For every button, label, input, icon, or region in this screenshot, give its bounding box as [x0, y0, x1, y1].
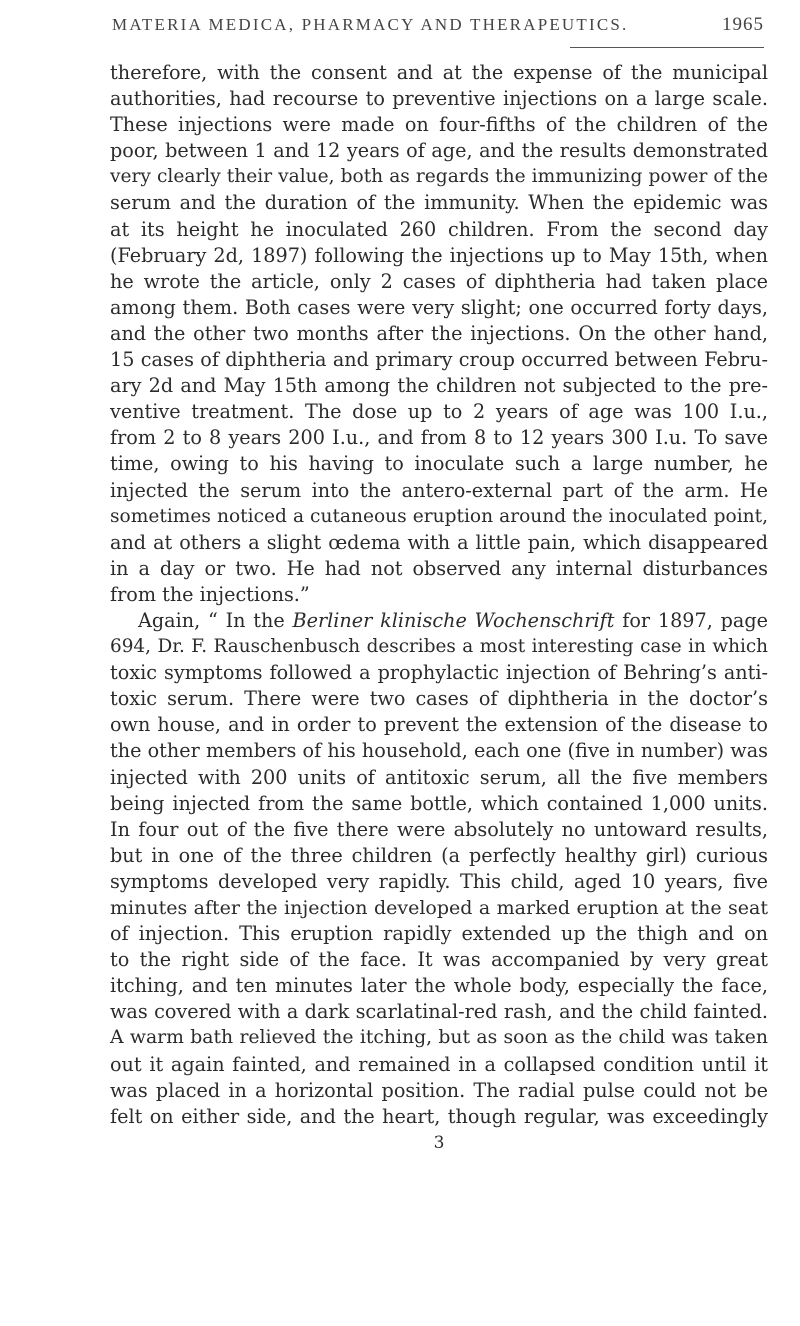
text-line: therefore, with the consent and at the expense of the municipal: [110, 61, 768, 84]
text-line: toxic symptoms followed a prophylactic injection of Behring’s anti-: [110, 661, 768, 685]
text-line: out it again fainted, and remained in a collapsed condition until it: [110, 1052, 768, 1076]
text-line: ary 2d and May 15th among the children not subjected to the pre-: [110, 374, 768, 398]
text-line: poor, between 1 and 12 years of age, and the results demonstrated: [110, 139, 768, 163]
text-line: and at others a slight œdema with a little pain, which disappeared: [110, 530, 768, 554]
text-line: was placed in a horizontal position. The radial pulse could not be: [110, 1078, 768, 1102]
journal-title: Berliner klinische Wochenschrift: [292, 608, 615, 632]
text-line: felt on either side, and the heart, though regular, was exceedingly: [110, 1104, 768, 1128]
text-line: injected the serum into the antero-external part of the arm. He: [110, 478, 768, 502]
text-line: ventive treatment. The dose up to 2 years of age was 100 I.u.,: [110, 400, 768, 424]
text-line: toxic serum. There were two cases of diphtheria in the doctor’s: [110, 687, 768, 711]
text-line: from 2 to 8 years 200 I.u., and from 8 to 12 years 300 I.u. To save: [110, 426, 768, 450]
text-line: but in one of the three children (a perfectly healthy girl) curious: [110, 843, 768, 867]
text-line: 15 cases of diphtheria and primary croup occurred between Febru-: [110, 348, 768, 372]
text-line: very clearly their value, both as regards the immunizing power of the: [110, 166, 768, 188]
text-line: from the injections.”: [110, 582, 310, 606]
text-line: 694, Dr. F. Rauschenbusch describes a most interesting case in which: [110, 636, 768, 658]
text-line: and the other two months after the injections. On the other hand,: [110, 321, 768, 345]
text-line: minutes after the injection developed a marked eruption at the seat: [110, 897, 768, 919]
text-line: itching, and ten minutes later the whole body, especially the face,: [110, 974, 768, 998]
text-line-paragraph-start: [110, 608, 768, 634]
text-line: at its height he inoculated 260 children. From the second day: [110, 217, 768, 241]
header-rule: [570, 47, 764, 48]
running-head: [112, 14, 764, 36]
text-line: the other members of his household, each one (five in number) was: [110, 739, 768, 763]
text-line: symptoms developed very rapidly. This child, aged 10 years, five: [110, 869, 768, 893]
text-line: was covered with a dark scarlatinal-red rash, and the child fainted.: [110, 1000, 768, 1024]
text-line: These injections were made on four-fifths of the children of the: [110, 113, 768, 137]
text-line: sometimes noticed a cutaneous eruption around the inoculated point,: [110, 505, 768, 527]
text-line: of injection. This eruption rapidly extended up the thigh and on: [110, 922, 768, 946]
text-run: for 1897, page: [614, 608, 768, 632]
page-number: 1965: [722, 14, 764, 35]
text-run: Again, “ In the: [138, 608, 293, 632]
text-line: In four out of the five there were absolutely no untoward results,: [110, 817, 768, 841]
text-line: in a day or two. He had not observed any internal disturbances: [110, 556, 768, 580]
text-line: serum and the duration of the immunity. When the epidemic was: [110, 191, 768, 215]
text-line: among them. Both cases were very slight; one occurred forty days,: [110, 295, 768, 319]
text-line: own house, and in order to prevent the extension of the disease to: [110, 713, 768, 737]
running-head-title: MATERIA MEDICA, PHARMACY AND THERAPEUTICS.: [112, 15, 629, 34]
text-line: injected with 200 units of antitoxic serum, all the five members: [110, 765, 768, 789]
text-line: time, owing to his having to inoculate such a large number, he: [110, 452, 768, 476]
text-line: authorities, had recourse to preventive injections on a large scale.: [110, 87, 768, 111]
text-line: he wrote the article, only 2 cases of diphtheria had taken place: [110, 269, 768, 293]
text-line: A warm bath relieved the itching, but as soon as the child was taken: [110, 1027, 768, 1049]
text-line: to the right side of the face. It was accompanied by very great: [110, 948, 768, 972]
body-text: [110, 60, 768, 1156]
text-line: (February 2d, 1897) following the injections up to May 15th, when: [110, 243, 768, 267]
signature-mark: 3: [433, 1132, 445, 1153]
text-line: being injected from the same bottle, which contained 1,000 units.: [110, 791, 768, 815]
